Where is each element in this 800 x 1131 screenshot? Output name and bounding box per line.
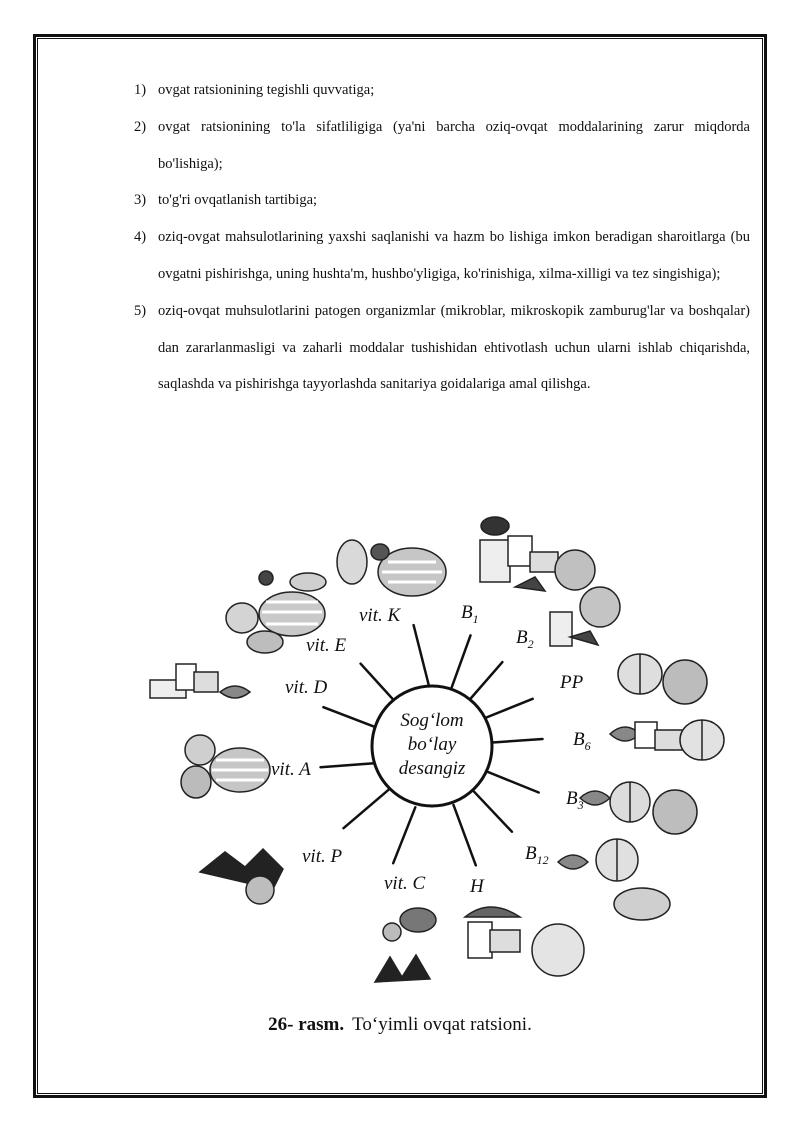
center-text-line: desangiz: [398, 758, 466, 779]
vitamin-label: vit. P: [302, 846, 343, 867]
fruit-cluster-top-icon: [337, 540, 446, 596]
vitamin-label: vit. A: [271, 759, 311, 780]
vitamin-label: vit. D: [285, 677, 328, 698]
list-number: 3): [134, 192, 147, 209]
food-vit-c-icon: [375, 908, 436, 982]
center-text-line: bo‘lay: [407, 734, 457, 755]
nutrition-diagram: [130, 512, 750, 1002]
food-vit-p-icon: [200, 849, 283, 904]
vitamin-label: $B_{12}$: [525, 843, 549, 867]
vitamin-label: PP: [560, 672, 584, 693]
center-text: [399, 710, 466, 779]
list-item: [126, 219, 750, 293]
vitamin-label: vit. K: [359, 605, 401, 626]
list-item: [126, 293, 750, 403]
figure-caption-text: To‘yimli ovqat ratsioni.: [352, 1014, 532, 1035]
food-h-icon: [465, 907, 584, 976]
list-number: 5): [134, 302, 147, 319]
food-b3-icon: [580, 782, 697, 834]
food-vit-d-icon: [150, 664, 250, 698]
food-vit-a-icon: [181, 735, 270, 798]
list-text: to'g'ri ovqatlanish tartibiga;: [158, 192, 318, 209]
vitamin-label: vit. E: [306, 635, 347, 656]
list-item: [126, 109, 750, 183]
list-number: 2): [134, 118, 147, 135]
food-b12-icon: [558, 839, 670, 920]
list-item: [126, 182, 750, 219]
food-box-b1-icon: [480, 517, 595, 591]
figure-caption-label: 26- rasm.: [268, 1014, 345, 1035]
list-text: oziq-ovgat mahsulotlarining yaxshi saqlanishi va hazm bo lishiga imkon beradigan sharoitlarga (bu ovgatni pishirishga, uning hushta'm, hushbo'yligiga, ko'rinishiga, xilma-xilligi va tez singishiga);: [158, 229, 750, 282]
vitamin-label: $B_1$: [461, 602, 479, 626]
vitamin-label: $B_6$: [573, 729, 591, 753]
food-b6-icon: [610, 720, 724, 760]
list-item: [126, 72, 750, 109]
vitamin-label: $B_3$: [566, 788, 584, 812]
food-pp-icon: [618, 654, 707, 704]
requirements-list: [126, 72, 750, 403]
vitamin-label: H: [470, 876, 484, 897]
list-number: 1): [134, 82, 147, 98]
vitamin-label: vit. C: [384, 873, 426, 894]
vitamin-label: $B_2$: [516, 627, 534, 651]
center-text-line: Sog‘lom: [400, 710, 464, 731]
list-number: 4): [134, 229, 147, 246]
list-text: ovgat ratsionining tegishli quvvatiga;: [158, 82, 375, 98]
list-text: ovgat ratsionining to'la sifatliligiga (ya'ni barcha oziq-ovqat moddalarining zarur miqdorda bo'lishiga);: [158, 118, 750, 172]
list-text: oziq-ovqat muhsulotlarini patogen organizmlar (mikroblar, mikroskopik zamburug'lar va boshqalar) dan zararlanmasligi va zaharli moddalar tushishidan ehtivotlash uchun ularni ishlab chiqarishda, saqlashda va pishirishga tayyorlashda sanitariya goidalariga amal qilishga.: [158, 302, 750, 393]
food-b2-icon: [550, 587, 620, 646]
figure-caption: [0, 1014, 800, 1036]
